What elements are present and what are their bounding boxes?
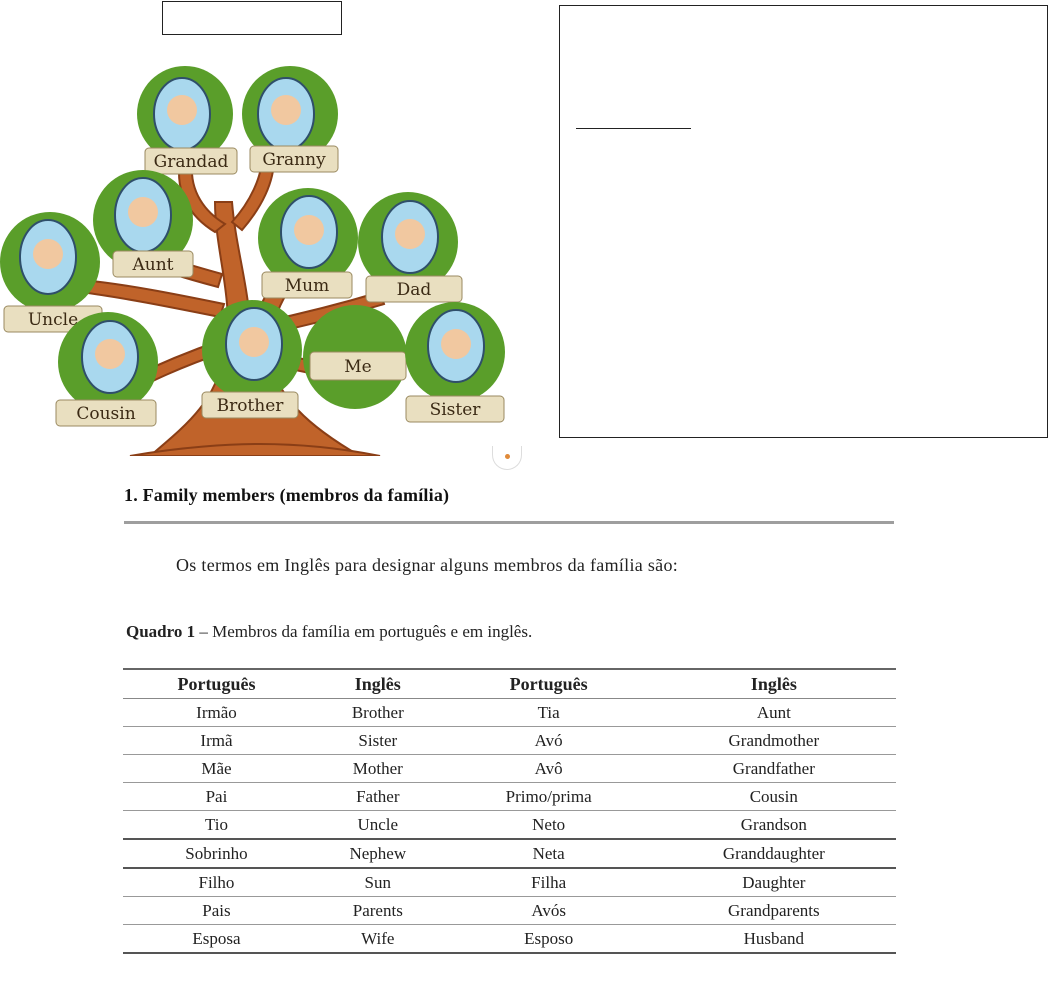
name-input-box[interactable] [162,1,342,35]
table-cell: Uncle [310,811,446,840]
table-row [123,839,896,868]
label-mum: Mum [284,276,330,296]
tree-node-grandad [137,66,237,174]
table-cell: Avó [446,727,652,755]
table-row [123,783,896,811]
family-members-table [123,668,896,954]
table-cell: Esposo [446,925,652,954]
table-cell: Nephew [310,839,446,868]
table-cell: Pai [123,783,310,811]
header-portugues: Português [123,669,310,699]
tree-node-me [303,305,407,409]
tree-node-brother [202,300,302,418]
label-cousin: Cousin [76,404,136,424]
table-cell: Wife [310,925,446,954]
tree-node-aunt [93,170,193,277]
table-cell: Cousin [652,783,896,811]
table-cell: Avô [446,755,652,783]
table-cell: Grandmother [652,727,896,755]
label-grandad: Grandad [153,152,229,172]
table-cell: Avós [446,897,652,925]
table-cell: Irmã [123,727,310,755]
table-cell: Neta [446,839,652,868]
tree-node-granny [242,66,338,172]
header-ingles: Inglês [652,669,896,699]
table-row [123,868,896,897]
table-cell: Pais [123,897,310,925]
tree-node-sister [405,302,505,422]
table-cell: Primo/prima [446,783,652,811]
table-row [123,699,896,727]
section-heading: 1. Family members (membros da família) [124,485,450,505]
label-sister: Sister [429,400,481,420]
table-caption [126,622,532,642]
label-uncle: Uncle [27,310,79,330]
page-marker-icon [492,446,522,470]
answer-box[interactable] [559,5,1048,438]
caption-text: – Membros da família em português e em inglês. [195,622,533,641]
tree-node-mum [258,188,358,298]
tree-node-cousin [56,312,158,426]
tree-node-dad [358,192,462,302]
label-brother: Brother [216,396,284,416]
section-divider [124,521,894,524]
table-cell: Grandfather [652,755,896,783]
table-cell: Father [310,783,446,811]
table-cell: Irmão [123,699,310,727]
table-cell: Granddaughter [652,839,896,868]
label-dad: Dad [396,280,432,300]
table-cell: Sobrinho [123,839,310,868]
table-cell: Husband [652,925,896,954]
label-me: Me [344,357,372,377]
table-cell: Mãe [123,755,310,783]
table-cell: Sun [310,868,446,897]
tree-node-uncle [0,212,102,332]
table-cell: Aunt [652,699,896,727]
label-granny: Granny [262,150,326,170]
table-cell: Filha [446,868,652,897]
answer-underline [576,128,691,129]
table-cell: Neto [446,811,652,840]
table-row [123,811,896,840]
table-cell: Grandson [652,811,896,840]
table-row [123,925,896,954]
table-cell: Filho [123,868,310,897]
table-row [123,727,896,755]
label-aunt: Aunt [132,255,174,275]
family-tree-illustration [0,52,510,456]
header-ingles: Inglês [310,669,446,699]
table-cell: Brother [310,699,446,727]
table-cell: Esposa [123,925,310,954]
table-cell: Tia [446,699,652,727]
table-cell: Daughter [652,868,896,897]
table-row [123,755,896,783]
table-row [123,897,896,925]
table-cell: Grandparents [652,897,896,925]
table-cell: Mother [310,755,446,783]
intro-text: Os termos em Inglês para designar alguns membros da família são: [176,555,679,575]
caption-label: Quadro 1 [126,622,196,641]
table-cell: Parents [310,897,446,925]
table-cell: Tio [123,811,310,840]
header-portugues: Português [446,669,652,699]
table-header-row [123,669,896,699]
table-cell: Sister [310,727,446,755]
